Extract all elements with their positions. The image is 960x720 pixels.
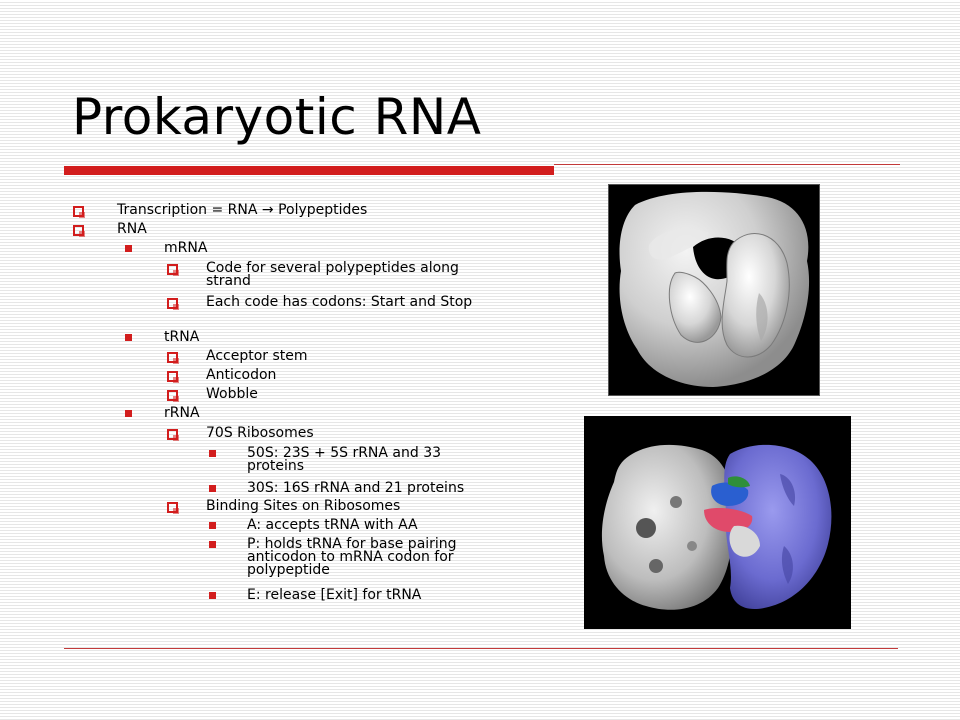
solid-square-bullet-icon bbox=[207, 520, 219, 532]
bullet-item bbox=[247, 447, 497, 473]
bullet-item bbox=[117, 223, 517, 236]
bullet-item bbox=[206, 427, 506, 440]
hollow-square-bullet-icon bbox=[72, 205, 84, 217]
hollow-square-bullet-icon bbox=[166, 370, 178, 382]
bullet-text: Wobble bbox=[206, 386, 258, 402]
bullet-text: Binding Sites on Ribosomes bbox=[206, 498, 401, 514]
hollow-square-bullet-icon bbox=[166, 389, 178, 401]
bullet-item bbox=[164, 331, 504, 344]
bullet-item bbox=[206, 296, 486, 309]
solid-square-bullet-icon bbox=[207, 590, 219, 602]
bullet-text: RNA bbox=[117, 221, 147, 237]
bullet-item bbox=[164, 407, 504, 420]
bullet-text: Transcription = RNA → Polypeptides bbox=[117, 202, 368, 218]
hollow-square-bullet-icon bbox=[166, 351, 178, 363]
bullet-text: 50S: 23S + 5S rRNA and 33 proteins bbox=[247, 445, 442, 474]
bullet-item bbox=[206, 500, 506, 513]
hollow-square-bullet-icon bbox=[166, 501, 178, 513]
bullet-text: Code for several polypeptides along strand bbox=[206, 260, 459, 289]
bullet-text: rRNA bbox=[164, 405, 200, 421]
hollow-square-bullet-icon bbox=[72, 224, 84, 236]
bullet-text: Each code has codons: Start and Stop bbox=[206, 294, 473, 310]
bullet-item bbox=[247, 538, 497, 577]
bullet-text: 70S Ribosomes bbox=[206, 425, 314, 441]
solid-square-bullet-icon bbox=[207, 539, 219, 551]
bullet-text: 30S: 16S rRNA and 21 proteins bbox=[247, 480, 465, 496]
bullet-item bbox=[164, 242, 504, 255]
bullet-item bbox=[117, 204, 517, 217]
bullet-text: A: accepts tRNA with AA bbox=[247, 517, 418, 533]
bullet-text: Anticodon bbox=[206, 367, 277, 383]
hollow-square-bullet-icon bbox=[166, 297, 178, 309]
solid-square-bullet-icon bbox=[123, 332, 135, 344]
bullet-text: E: release [Exit] for tRNA bbox=[247, 587, 422, 603]
bullet-item bbox=[206, 262, 506, 288]
bullet-item bbox=[247, 482, 517, 495]
ribosome-model-image bbox=[608, 184, 820, 396]
solid-square-bullet-icon bbox=[207, 448, 219, 460]
hollow-square-bullet-icon bbox=[166, 263, 178, 275]
bullet-item bbox=[206, 369, 506, 382]
bullet-text: mRNA bbox=[164, 240, 208, 256]
solid-square-bullet-icon bbox=[123, 243, 135, 255]
bullet-text: P: holds tRNA for base pairing anticodon to mRNA codon for polypeptide bbox=[247, 536, 457, 578]
bullet-item bbox=[247, 519, 507, 532]
footer-divider-line bbox=[64, 648, 898, 649]
solid-square-bullet-icon bbox=[207, 483, 219, 495]
bullet-text: Acceptor stem bbox=[206, 348, 308, 364]
bullet-item bbox=[206, 350, 506, 363]
ribosome-structure-image bbox=[584, 416, 851, 629]
bullet-item bbox=[247, 589, 507, 602]
bullet-item bbox=[206, 388, 506, 401]
bullet-text: tRNA bbox=[164, 329, 200, 345]
hollow-square-bullet-icon bbox=[166, 428, 178, 440]
solid-square-bullet-icon bbox=[123, 408, 135, 420]
slide-title: Prokaryotic RNA bbox=[72, 88, 482, 146]
